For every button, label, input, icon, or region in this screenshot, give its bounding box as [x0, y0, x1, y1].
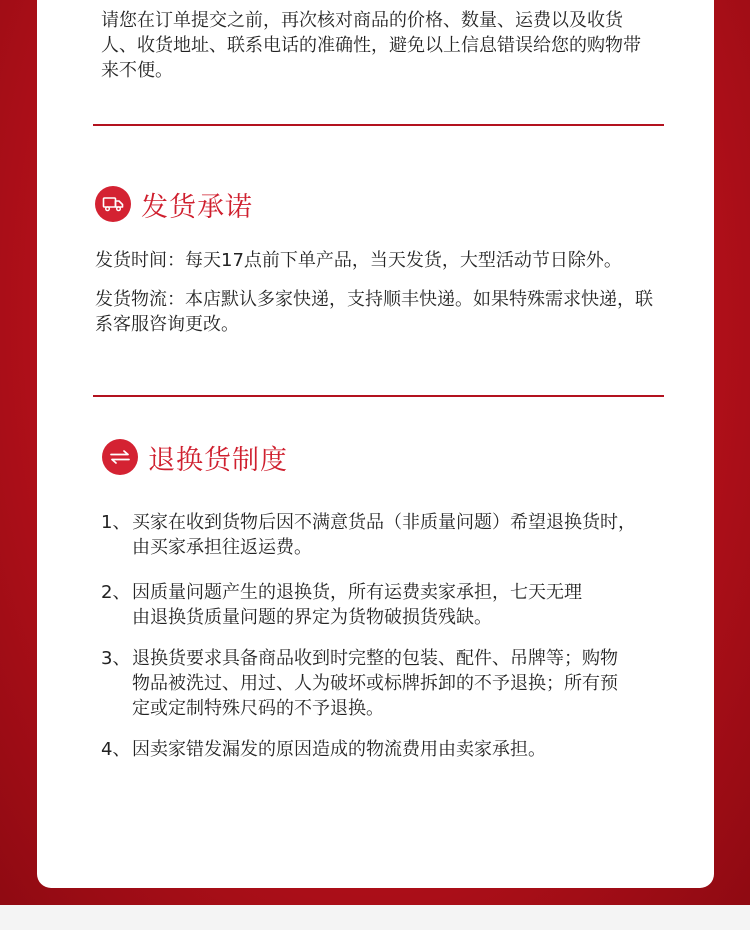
shipping-title: 发货承诺 [141, 191, 253, 223]
returns-item-line: 买家在收到货物后因不满意货品（非质量问题）希望退换货时， [132, 512, 636, 533]
delivery-truck-icon [95, 186, 131, 222]
divider-1 [93, 124, 664, 126]
returns-item [101, 510, 661, 560]
intro-text: 请您在订单提交之前，再次核对商品的价格、数量、运费以及收货人、收货地址、联系电话的准确性，避免以上信息错误给您的购物带来不便。 [101, 10, 641, 81]
returns-item-line: 退换货要求具备商品收到时完整的包装、配件、吊牌等；购物 [132, 648, 618, 669]
returns-item-line: 因卖家错发漏发的原因造成的物流费用由卖家承担。 [132, 739, 546, 760]
returns-title: 退换货制度 [148, 444, 288, 476]
divider-2 [93, 395, 664, 397]
shipping-logistics-text: 发货物流：本店默认多家快递，支持顺丰快递。如果特殊需求快递，联系客服咨询更改。 [95, 289, 653, 335]
returns-item-line: 定或定制特殊尺码的不予退换。 [132, 698, 384, 719]
returns-heading [102, 437, 288, 477]
policy-card [37, 0, 714, 888]
shipping-heading [95, 184, 253, 224]
returns-item-number: 2、 [101, 582, 131, 603]
returns-item [101, 646, 661, 721]
shipping-time-text: 发货时间：每天17点前下单产品，当天发货，大型活动节日除外。 [95, 250, 622, 271]
returns-item-line: 由退换货质量问题的界定为货物破损货残缺。 [132, 607, 492, 628]
returns-item [101, 580, 661, 630]
returns-item-number: 4、 [101, 739, 131, 760]
bottom-strip [0, 905, 750, 930]
returns-item-line: 物品被洗过、用过、人为破坏或标牌拆卸的不予退换；所有预 [132, 673, 618, 694]
returns-item [101, 737, 661, 762]
returns-item-number: 3、 [101, 648, 131, 669]
exchange-arrows-icon [102, 439, 138, 475]
returns-item-line: 由买家承担往返运费。 [132, 537, 312, 558]
returns-item-number: 1、 [101, 512, 131, 533]
returns-item-line: 因质量问题产生的退换货，所有运费卖家承担，七天无理 [132, 582, 582, 603]
